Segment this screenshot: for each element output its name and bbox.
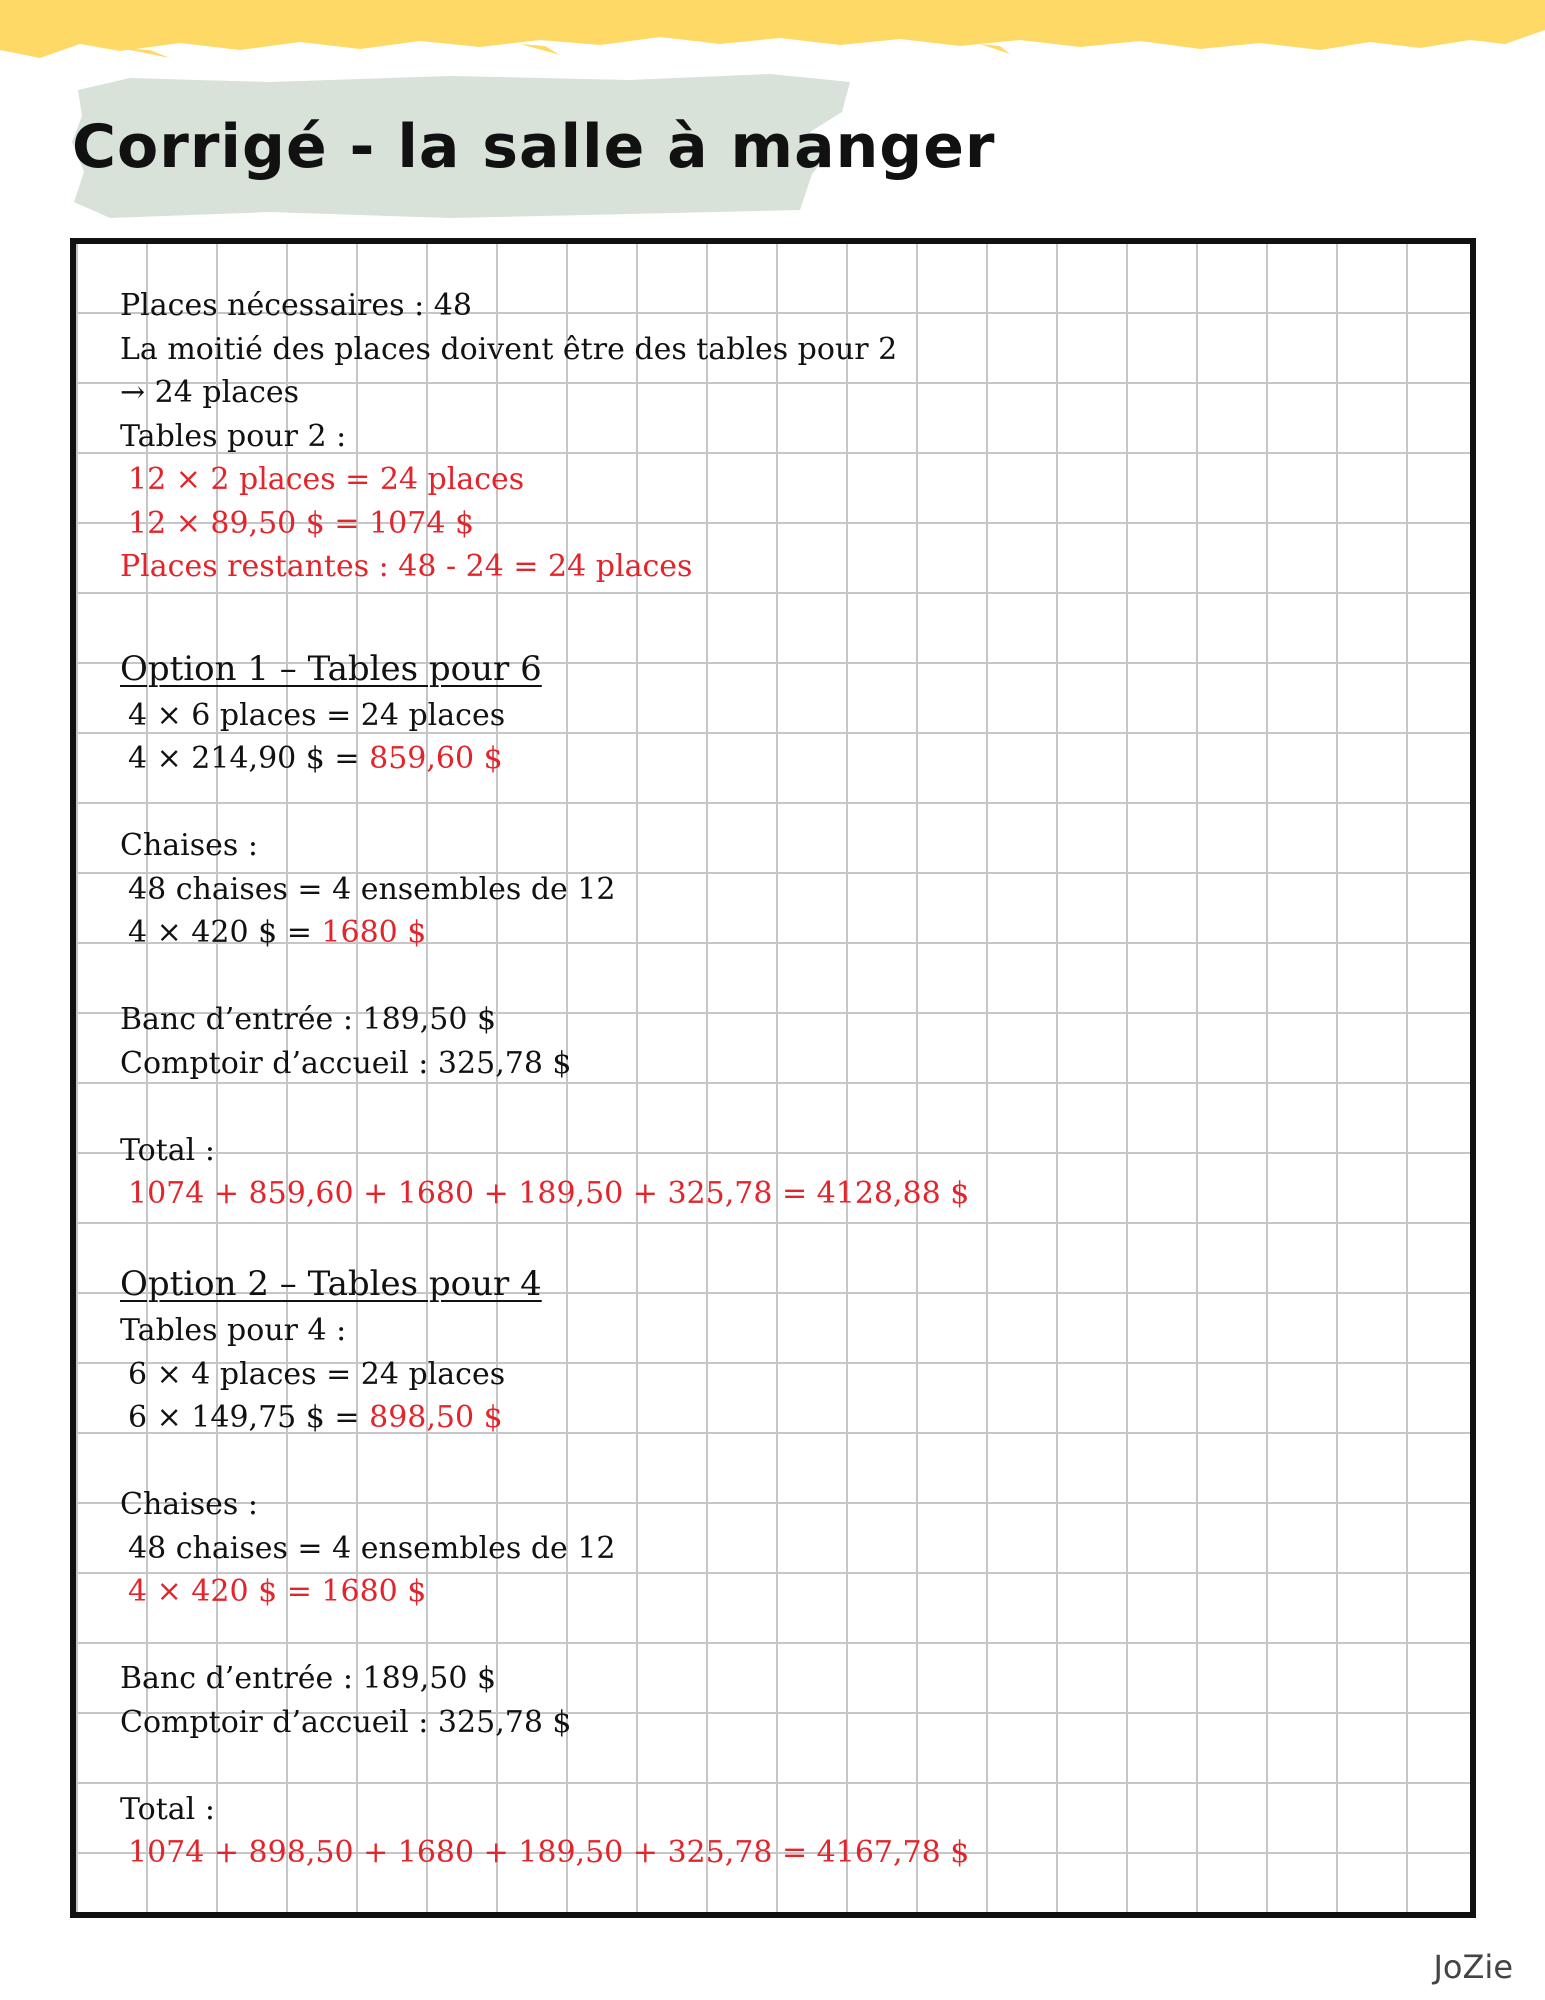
option1-chairs-label: Chaises : bbox=[120, 828, 258, 863]
option1-total-label: Total : bbox=[120, 1132, 215, 1168]
grid-answer-sheet bbox=[70, 238, 1476, 1918]
yellow-brush-band bbox=[0, 0, 1545, 72]
option2-cost-result: 898,50 $ bbox=[369, 1400, 503, 1435]
option2-cost-prefix: 6 × 149,75 $ = bbox=[128, 1400, 370, 1435]
option1-total: 1074 + 859,60 + 1680 + 189,50 + 325,78 = 4128,88 $ bbox=[128, 1176, 970, 1211]
option1-places: 4 × 6 places = 24 places bbox=[128, 697, 506, 733]
remaining-places: Places restantes : 48 - 24 = 24 places bbox=[120, 549, 693, 584]
option2-total: 1074 + 898,50 + 1680 + 189,50 + 325,78 = 4167,78 $ bbox=[128, 1835, 970, 1870]
answer-content bbox=[120, 284, 1450, 1875]
option1-bench: Banc d’entrée : 189,50 $ bbox=[120, 1002, 497, 1037]
option2-bench: Banc d’entrée : 189,50 $ bbox=[120, 1661, 497, 1696]
option1-chairs-result: 1680 $ bbox=[321, 915, 427, 950]
option2-total-label: Total : bbox=[120, 1791, 215, 1827]
option1-cost-result: 859,60 $ bbox=[369, 741, 503, 776]
tables2-cost: 12 × 89,50 $ = 1074 $ bbox=[128, 505, 475, 541]
option1-counter: Comptoir d’accueil : 325,78 $ bbox=[120, 1045, 572, 1081]
half-rule: La moitié des places doivent être des tables pour 2 bbox=[120, 331, 898, 367]
option1-chairs-sets: 48 chaises = 4 ensembles de 12 bbox=[128, 871, 616, 907]
brand-signature: JoZie bbox=[1433, 1948, 1513, 1986]
page-title: Corrigé - la salle à manger bbox=[72, 112, 996, 182]
option1-chairs-cost bbox=[120, 911, 1450, 955]
option2-places: 6 × 4 places = 24 places bbox=[128, 1356, 506, 1392]
option2-heading: Option 2 – Tables pour 4 bbox=[120, 1264, 542, 1304]
option1-cost-prefix: 4 × 214,90 $ = bbox=[128, 741, 370, 776]
option1-heading: Option 1 – Tables pour 6 bbox=[120, 648, 542, 689]
option1-chairs-prefix: 4 × 420 $ = bbox=[128, 915, 322, 950]
arrow-result: → 24 places bbox=[120, 375, 300, 410]
option2-chairs-sets: 48 chaises = 4 ensembles de 12 bbox=[128, 1530, 616, 1566]
option2-tables-label: Tables pour 4 : bbox=[120, 1313, 347, 1348]
tables2-label: Tables pour 2 : bbox=[120, 418, 347, 454]
option1-cost bbox=[120, 737, 1450, 781]
places-needed: Places nécessaires : 48 bbox=[120, 288, 472, 323]
option2-chairs-cost: 4 × 420 $ = 1680 $ bbox=[128, 1574, 427, 1609]
option2-chairs-label: Chaises : bbox=[120, 1487, 258, 1522]
option2-counter: Comptoir d’accueil : 325,78 $ bbox=[120, 1704, 572, 1740]
tables2-places: 12 × 2 places = 24 places bbox=[128, 462, 525, 497]
option2-cost bbox=[120, 1396, 1450, 1440]
